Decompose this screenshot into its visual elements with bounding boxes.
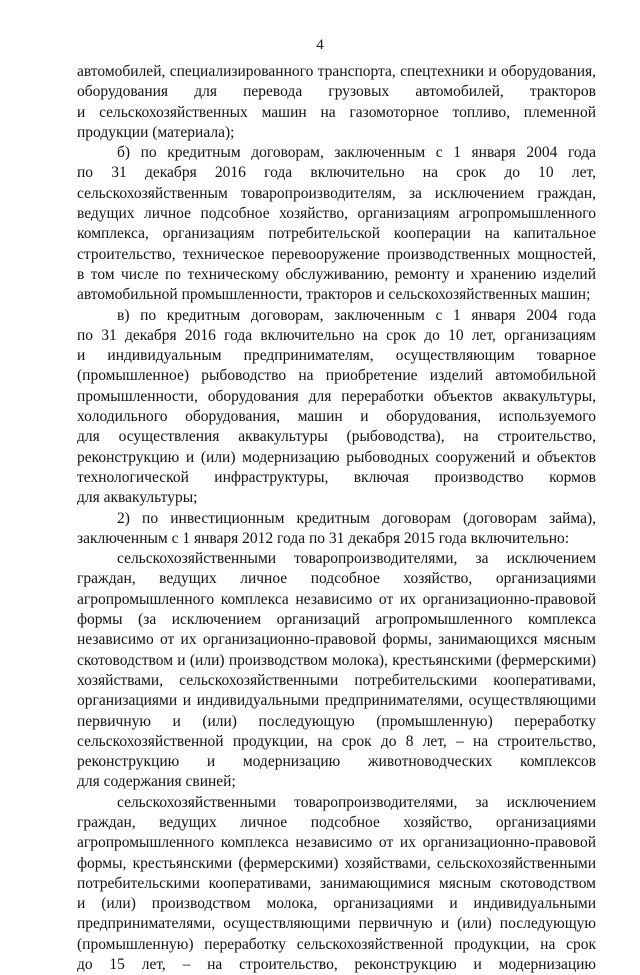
text-line: формы (за исключением организаций агропромышленного комплекса bbox=[77, 611, 596, 629]
text-line: для аквакультуры; bbox=[77, 489, 198, 507]
text-line: независимо от их организационно-правовой формы, занимающихся мясным bbox=[77, 631, 596, 649]
text-line: заключенным с 1 января 2012 года по 31 декабря 2015 года включительно: bbox=[77, 529, 570, 547]
text-line: сельскохозяйственной продукции, на срок до 8 лет, – на строительство, bbox=[77, 732, 596, 750]
text-line: и сельскохозяйственных машин на газомоторное топливо, племенной bbox=[77, 103, 596, 121]
text-line: холодильного оборудования, машин и оборудования, используемого bbox=[77, 408, 596, 426]
text-line: сельскохозяйственными товаропроизводителями, за исключением bbox=[117, 550, 596, 568]
text-line: предпринимателями, осуществляющими первичную и (или) последующую bbox=[77, 915, 596, 933]
text-line: сельскохозяйственными товаропроизводителями, за исключением bbox=[117, 793, 596, 811]
text-line: продукции (материала); bbox=[77, 123, 235, 141]
text-line: технологической инфраструктуры, включая производство кормов bbox=[77, 468, 596, 486]
text-line: потребительскими кооперативами, занимающимися мясным скотоводством bbox=[77, 874, 596, 892]
text-line: до 15 лет, – на строительство, реконструкцию и модернизацию bbox=[77, 956, 596, 974]
text-line: организациями и индивидуальными предпринимателями, осуществляющими bbox=[77, 692, 596, 710]
text-line: для осуществления аквакультуры (рыбоводства), на строительство, bbox=[77, 428, 596, 446]
text-line: первичную и (или) последующую (промышленную) переработку bbox=[77, 712, 596, 730]
document-body-text bbox=[77, 62, 596, 975]
text-line: (промышленную) переработку сельскохозяйственной продукции, на срок bbox=[77, 935, 596, 953]
text-line: реконструкцию и модернизацию животноводческих комплексов bbox=[77, 753, 596, 771]
text-line: промышленности, оборудования для переработки объектов аквакультуры, bbox=[77, 387, 596, 405]
page-number: 4 bbox=[316, 37, 324, 53]
text-line: комплекса, организациям потребительской кооперации на капитальное bbox=[77, 225, 596, 243]
text-line: в том числе по техническому обслуживанию, ремонту и хранению изделий bbox=[77, 265, 596, 283]
text-line: хозяйствами, сельскохозяйственными потребительскими кооперативами, bbox=[77, 671, 596, 689]
text-line: б) по кредитным договорам, заключенным с 1 января 2004 года bbox=[117, 144, 596, 162]
text-line: автомобильной промышленности, тракторов и сельскохозяйственных машин; bbox=[77, 286, 591, 304]
text-line: реконструкцию и (или) модернизацию рыбоводных сооружений и объектов bbox=[77, 448, 596, 466]
text-line: оборудования для перевода грузовых автомобилей, тракторов bbox=[77, 83, 596, 101]
text-line: строительство, техническое перевооружение производственных мощностей, bbox=[77, 245, 596, 263]
text-line: формы, крестьянскими (фермерскими) хозяйствами, сельскохозяйственными bbox=[77, 854, 596, 872]
text-line: скотоводством и (или) производством молока), крестьянскими (фермерскими) bbox=[77, 651, 596, 669]
text-line: граждан, ведущих личное подсобное хозяйство, организациями bbox=[77, 813, 596, 831]
text-line: и индивидуальным предпринимателям, осуществляющим товарное bbox=[77, 347, 596, 365]
text-line: сельскохозяйственным товаропроизводителям, за исключением граждан, bbox=[77, 184, 596, 202]
text-line: граждан, ведущих личное подсобное хозяйство, организациями bbox=[77, 570, 596, 588]
text-line: и (или) производством молока, организациями и индивидуальными bbox=[77, 895, 596, 913]
text-line: по 31 декабря 2016 года включительно на срок до 10 лет, bbox=[77, 164, 596, 182]
text-line: 2) по инвестиционным кредитным договорам (договорам займа), bbox=[117, 509, 596, 527]
text-line: агропромышленного комплекса независимо от их организационно-правовой bbox=[77, 590, 596, 608]
text-line: (промышленное) рыбоводство на приобретение изделий автомобильной bbox=[77, 367, 596, 385]
text-line: агропромышленного комплекса независимо от их организационно-правовой bbox=[77, 834, 596, 852]
text-line: автомобилей, специализированного транспорта, спецтехники и оборудования, bbox=[77, 63, 596, 80]
text-line: по 31 декабря 2016 года включительно на срок до 10 лет, организациям bbox=[77, 326, 596, 344]
text-line: для содержания свиней; bbox=[77, 773, 236, 791]
text-line: ведущих личное подсобное хозяйство, организациям агропромышленного bbox=[77, 205, 596, 223]
text-line: в) по кредитным договорам, заключенным с 1 января 2004 года bbox=[117, 306, 596, 324]
